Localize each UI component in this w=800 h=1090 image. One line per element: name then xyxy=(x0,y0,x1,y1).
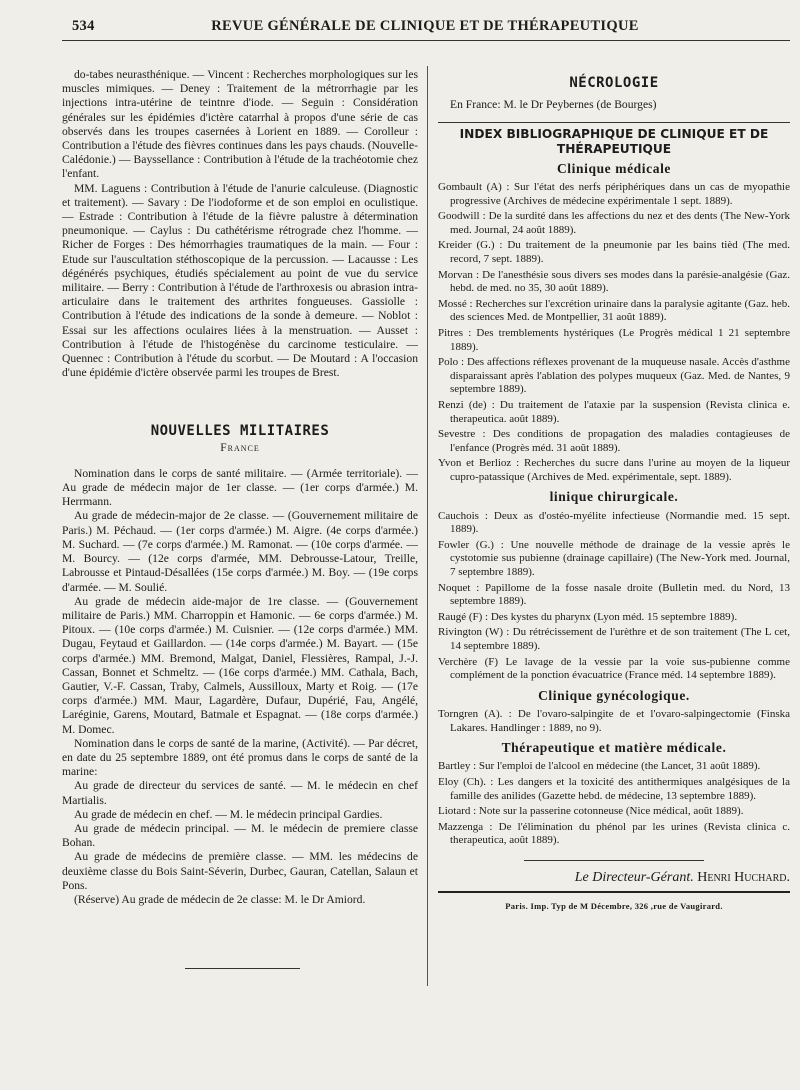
category-title-therapeutique: Thérapeutique et matière médicale. xyxy=(501,740,727,756)
category-title-clinique-gynecologique: Clinique gynécologique. xyxy=(538,687,690,703)
signature-name: Henri Huchard. xyxy=(697,869,790,885)
column-separator xyxy=(427,66,428,986)
bibliography-entry: Verchère (F) Le lavage de la vessie par la voie sus-pubienne comme complément de la ponction évacuatrice (France méd. 14 septembre 1889). xyxy=(438,655,790,682)
bibliography-entry: Cauchois : Deux as d'ostéo-myélite infectieuse (Normandie med. 15 sept. 1889). xyxy=(438,509,790,536)
bibliography-entry: Goodwill : De la surdité dans les affections du nez et des dents (The New-York med. Journal, 24 août 1889). xyxy=(438,210,790,236)
section-title-necrologie: NÉCROLOGIE xyxy=(569,75,659,91)
spacer xyxy=(62,380,418,420)
text-paragraph: MM. Laguens : Contribution à l'étude de l'anurie calculeuse. (Diagnostic et traitement). — Savary : De l'iodoforme et de son emploi en oculistique. — Estrade : Contribution à l'étude de la fièvre palustre à détermination pneumonique. — Caylus : Du cathétérisme rétrograde chez l'homme. — Richer de Forges : Des hémorrhagies traumatiques de la main. — Four : Etude sur l'auscultation stéthoscopique de la percussion. — Lacausse : Les dégénérés psychiques, étudiés spécialement au point de vue du service militaire. — Berry : Contribution à l'étude de l'arthroxesis ou abrasion intra-articulaire dans le traitement des arthrites fongueuses. Gassiolle : Contribution à l'étude des indications de la sonde à demeure. — Noblot : Essai sur les affections oculaires liées à la menstruation. — Ausset : Contribution à l'étude de l'histogénèse du carcinome testiculaire. — Quennec : Contribution à l'étude du scorbut. — De Moutard : A l'occasion d'une épidémie d'ictère observée parmi les troupes de Brest. xyxy=(62,181,418,380)
signature-rule xyxy=(438,891,790,893)
necrologie-text: En France: M. le Dr Peybernes (de Bourges) xyxy=(450,98,657,112)
column-end-rule xyxy=(185,968,300,969)
divider xyxy=(438,122,790,123)
military-paragraph: Au grade de médecin aide-major de 1re classe. — (Gouvernement militaire de Paris.) MM. Charroppin et Hamonic. — 6e corps d'armée.) M. Pitoux. — (10e corps d'armée.) M. Cuisnier. — (12e corps d'armée.) MM. Dugau, Feytaud et Gaillardon. — (14e corps d'armée.) M. Bayart. — (15e corps d'armée.) MM. Bremond, Malgat, Daniel, Flessières, Rampal, J.-J. Cassan, Bonnet et Schmeltz. — (16e corps d'armée.) MM. Cathala, Bach, Gautier, V.-F. Cassan, Traby, Calmels, Aussilloux, Marty et Roig. — (17e corps d'armée.) MM. Maur, Lagardère, Dufaur, Dupérié, Fau, Angélé, Laréginie, Garens, Moutard, Batmale et Espagnat. — (18e corps d'armée.) M. Domec. xyxy=(62,594,418,736)
military-paragraph: Au grade de médecin principal. — M. le médecin de premiere classe Bohan. xyxy=(62,821,418,850)
header-rule xyxy=(62,40,790,41)
section-title-nouvelles-militaires: NOUVELLES MILITAIRES xyxy=(150,423,330,440)
military-paragraph: Au grade de médecin en chef. — M. le médecin principal Gardies. xyxy=(74,807,383,821)
military-paragraph: Au grade de directeur du services de santé. — M. le médecin en chef Martialis. xyxy=(62,779,418,807)
bibliography-entry: Gombault (A) : Sur l'état des nerfs périphériques dans un cas de myopathie progressive (Archives de médecine expérimentale 1 sept. 1889). xyxy=(438,181,790,207)
military-paragraph: Au grade de médecin-major de 2e classe. — (Gouvernement militaire de Paris.) M. Péchaud. — (1er corps d'armée.) M. Aigre. (4e corps d'armée.) M. Suchard. — (7e corps d'armée.) M. Ramonat. — (10e corps d'armée. — M. Bourcy. — (12e corps d'armée, MM. Debrousse-Latour, Treille, Labrousse et Pintaud-Désallées (15e corps d'armée.) M. Boy. — (19e corps d'armée. — M. Soulié. xyxy=(62,509,418,594)
military-paragraph: Nomination dans le corps de santé de la marine, (Activité). — Par décret, en date du 25 septembre 1889, ont été promus dans le corps de santé de la marine: xyxy=(62,736,418,779)
journal-title: REVUE GÉNÉRALE DE CLINIQUE ET DE THÉRAPEUTIQUE xyxy=(211,18,639,34)
bibliography-entry: Mossé : Recherches sur l'excrétion urinaire dans la paralysie agitante (Gaz. heb. des sciences Med. de Montpellier, 31 août 1889). xyxy=(438,297,790,324)
bibliography-entry: Liotard : Note sur la passerine cotonneuse (Nice médical, août 1889). xyxy=(438,805,744,818)
bibliography-entry: Polo : Des affections réflexes provenant de la muqueuse nasale. Accès d'asthme disparaissant après l'ablation des polypes muqueux (Gaz. Med. de Nantes, 9 septembre 1889). xyxy=(438,356,790,396)
right-column xyxy=(438,68,790,913)
bibliography-entry: Sevestre : Des conditions de propagation des maladies contagieuses de l'enfance (Progrès méd. 31 août 1889). xyxy=(438,428,790,454)
military-paragraph: Nomination dans le corps de santé militaire. — (Armée territoriale). — Au grade de médecin major de 1er classe. — (1er corps d'armée.) M. Herrmann. xyxy=(62,466,418,509)
military-paragraph: Au grade de médecins de première classe. — MM. les médecins de deuxième classe du Bois Saint-Séverin, Durbec, Gauran, Catellan, Salaun et Pons. xyxy=(62,850,418,892)
signature-label: Le Directeur-Gérant. xyxy=(574,869,694,885)
bibliography-entry: Eloy (Ch). : Les dangers et la toxicité des antithermiques analgésiques de la famille des anilides (Gazette hebd. de médecine, 13 septembre 1889). xyxy=(438,776,790,802)
text-paragraph: do-tabes neurasthénique. — Vincent : Recherches morphologiques sur les muscles mimiques. — Deney : Traitement de la métrorrhagie par les injections intra-utérine de teintnre d'iode. — Seguin : Considération générales sur les épidémies d'ictère catarrhal à propos d'une série de cas observés dans les troupes casernées à Lorient en 1889. — Corolleur : Contribution a l'étude des fièvres continues dans les pays chauds. (Nouvelle-Calédonie.) — Bayssellance : Contribution à l'étude de la trachéotomie chez l'enfant. xyxy=(62,68,418,181)
bibliography-entry: Mazzenga : De l'élimination du phénol par les urines (Revista clinica c. therapeutica, août 1889). xyxy=(438,820,790,847)
bibliography-entry: Fowler (G.) : Une nouvelle méthode de drainage de la vessie après le cystotomie sus pubienne (drainage capillaire) (The New-York med. Journal, 7 septembre 1889). xyxy=(438,538,790,579)
category-title-clinique-chirurgicale: linique chirurgicale. xyxy=(549,489,679,505)
signature xyxy=(438,871,790,885)
bibliography-entry: Morvan : De l'anesthésie sous divers ses modes dans la parésie-analgésie (Gaz. hebd. de med. no 35, 30 août 1889). xyxy=(438,268,790,295)
index-title: INDEX BIBLIOGRAPHIQUE DE CLINIQUE ET DE THÉRAPEUTIQUE xyxy=(459,127,769,156)
page-number: 534 xyxy=(72,18,95,34)
bibliography-entry: Pitres : Des tremblements hystériques (Le Progrès médical 1 21 septembre 1889). xyxy=(438,326,790,353)
bibliography-entry: Raugé (F) : Des kystes du pharynx (Lyon méd. 15 septembre 1889). xyxy=(438,610,738,623)
bibliography-entry: Renzi (de) : Du traitement de l'ataxie par la suspension (Revista clinica e. therapeutica. août 1889). xyxy=(438,398,790,425)
bibliography-entry: Noquet : Papillome de la fosse nasale droite (Bulletin med. du Nord, 13 septembre 1889). xyxy=(438,581,790,608)
category-title-clinique-medicale: Clinique médicale xyxy=(556,160,672,176)
bibliography-entry: Kreider (G.) : Du traitement de la pneumonie par les bains tièd (The med. record, 7 sept. 1889). xyxy=(438,239,790,265)
bibliography-entry: Bartley : Sur l'emploi de l'alcool en médecine (the Lancet, 31 août 1889). xyxy=(438,760,761,773)
section-subtitle-france: France xyxy=(220,441,260,454)
divider xyxy=(524,860,704,861)
bibliography-entry: Torngren (A). : De l'ovaro-salpingite de et l'ovaro-salpingectomie (Finska Lakares. Handlinger : 1889, no 9). xyxy=(438,708,790,734)
bibliography-entry: Rivington (W) : Du rétrécissement de l'urèthre et de son traitement (The L cet, 14 septembre 1889). xyxy=(438,626,790,653)
running-head xyxy=(60,16,790,38)
imprint-line: Paris. Imp. Typ de M Décembre, 326 ,rue de Vaugirard. xyxy=(505,901,723,912)
military-paragraph: (Réserve) Au grade de médecin de 2e classe: M. le Dr Amiord. xyxy=(74,892,366,906)
bibliography-entry: Yvon et Berlioz : Recherches du sucre dans l'urine au moyen de la liqueur cupro-patassique (Archives de Med. expérimentale, sept. 1889). xyxy=(438,457,790,483)
left-column xyxy=(62,68,418,907)
